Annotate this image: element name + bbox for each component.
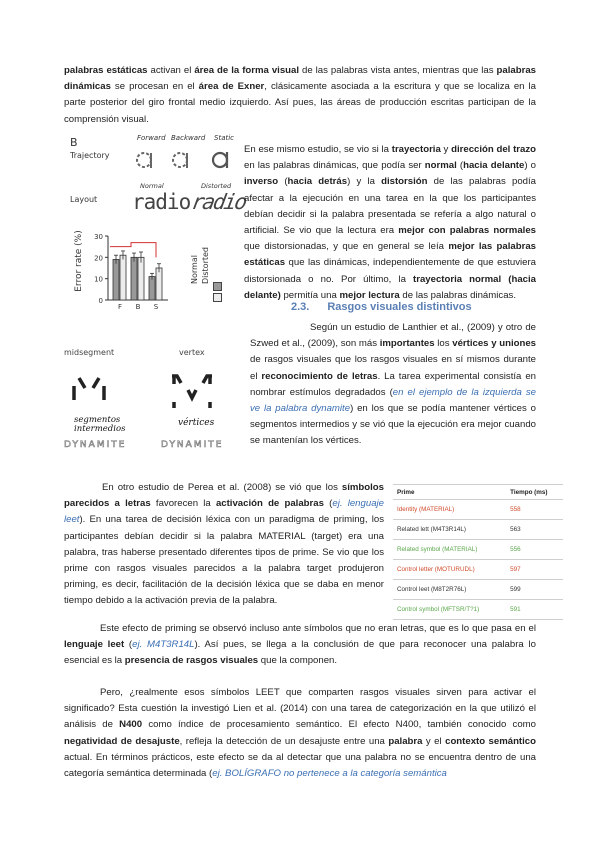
x-tick-label: S: [153, 303, 159, 311]
m-glyphs: [64, 368, 244, 414]
normal-label: Normal: [140, 182, 164, 190]
bar-normal-F: [113, 259, 119, 300]
trajectory-glyphs: [130, 144, 240, 172]
col-forward: Forward: [137, 134, 166, 142]
table-row: Related lett (M4T3R14L) 563: [393, 520, 563, 540]
col-backward: Backward: [171, 134, 206, 142]
table-header-row: [393, 485, 563, 500]
y-tick-label: 30: [94, 233, 103, 241]
priming-table: [393, 484, 563, 620]
paragraph-5: Este efecto de priming se observó incluso ante símbolos que no eran letras, que es lo que pasa en el lenguaje leet (ej. M4T3R14L). Así pues, se llega a la conclusión de que para reconocer una palabra lo esencial es la presencia de rasgos visuales que la componen.: [64, 623, 536, 667]
bar-distorted-B: [138, 257, 144, 300]
vertex-label: vertex: [179, 348, 205, 357]
degraded-word-left: DYNAMITE: [64, 440, 127, 450]
y-tick-label: 20: [94, 254, 103, 263]
legend-normal-label: Normal: [190, 255, 199, 284]
section-heading: [291, 301, 472, 313]
header-time: Tiempo (ms): [506, 485, 563, 500]
paragraph-4: En otro estudio de Perea et al. (2008) se vió que los símbolos parecidos a letras favorecen la activación de palabras (ej. lenguaje leet). En una tarea de decisión léxica con un paradigma de priming, los participantes debían decidir si la palabra MATERIAL (target) era una palabra, tras haberse presentado diferentes tipos de prime. Se vio que los prime con rasgos visuales parecidos a la palabra target produjeron priming, es decir, facilitación de la decisión léxica que se daba en menor tiempo debido a la activación previa de la palabra.: [64, 482, 384, 607]
handwritten-midsegment: segmentos intermedios: [74, 415, 126, 434]
paragraph-2: En ese mismo estudio, se vio si la trayectoria y dirección del trazo en las palabras dinámicas, que podía ser normal (hacia delante) o inverso (hacia detrás) y la distorsión de las palabras podía afectar a la ejecución en una tarea en la que los participantes debían decidir si la palabra presentada se refería a algo natural o artificial. Se vio que la lectura era mejor con palabras normales que distorsionadas, y que en general se leía mejor las palabras estáticas que las dinámicas, independientemente de que estuviera distorsionada o no. Por último, la trayectoria normal (hacia delante) permitía una mejor lectura de las palabras dinámicas.: [244, 144, 537, 301]
table-row: Identity (MATERIAL) 558: [393, 500, 563, 520]
figure-letter: B: [70, 136, 78, 149]
y-tick-label: 0: [98, 297, 103, 305]
layout-label: Layout: [70, 195, 98, 204]
word-distorted: radio: [189, 190, 248, 214]
degraded-word-right: DYNAMITE: [161, 440, 224, 450]
bar-normal-S: [149, 277, 155, 300]
table-row: Control symbol (MFTSR/T?1) 591: [393, 600, 563, 620]
x-tick-label: B: [135, 303, 141, 311]
section-title: Rasgos visuales distintivos: [327, 301, 472, 313]
glyph-backward: [173, 153, 187, 168]
bar-distorted-F: [120, 255, 126, 300]
bar-distorted-S: [156, 268, 162, 300]
legend-distorted-label: Distorted: [201, 246, 210, 284]
glyph-static: [213, 152, 227, 168]
table-row: Control leet (M8T2R76L) 599: [393, 580, 563, 600]
bar-normal-B: [131, 257, 137, 300]
chart-ylabel: Error rate (%): [74, 230, 84, 292]
table-row: Related symbol (MATERIAL) 556: [393, 540, 563, 560]
paragraph-6: Pero, ¿realmente esos símbolos LEET que comparten rasgos visuales sirven para activar el significado? Esta cuestión la investigó Lien et al. (2014) con una tarea de categorización en la que utilizó el análisis de N400 como índice de procesamiento semántico. El efecto N400, también conocido como negatividad de desajuste, refleja la detección de un desajuste entre una palabra y el contexto semántico actual. En términos prácticos, este efecto se da al detectar que una palabra no se encuentra dentro de una categoría semántica determinada (ej. BOLÍGRAFO no pertenece a la categoría semántica: [64, 687, 536, 780]
x-tick-label: F: [117, 303, 123, 311]
table-row: Control letter (MOTURUDL) 597: [393, 560, 563, 580]
legend-normal-swatch: [213, 282, 222, 291]
section-number: 2.3.: [291, 301, 310, 313]
m-vertex-glyph: [172, 376, 212, 408]
paragraph-1: palabras estáticas activan el área de la forma visual de las palabras vista antes, mientras que las palabras dinámicas se procesan en el área de Exner, clásicamente asociada a la escritura y que se localiza en la parte posterior del giro frontal medio izquierdo. Así pues, las áreas de producción escritas participan de la comprensión visual.: [64, 65, 536, 125]
trajectory-label: Trajectory: [70, 151, 110, 160]
figure-trajectory-layout: [64, 134, 248, 314]
legend-distorted-swatch: [213, 293, 222, 302]
word-normal: radio: [132, 190, 191, 214]
paragraph-3: Según un estudio de Lanthier et al., (2009) y otro de Szwed et al., (2009), son más importantes los vértices y uniones de rasgos visuales que los rasgos visuales en sí mismos durante el reconocimiento de letras. La tarea experimental consistía en nombrar estímulos degradados (en el ejemplo de la izquierda se ve la palabra dynamite) en los que se podía mantener vértices o segmentos intermedios y se vió que la ejecución era mejor cuando se mantenían los vértices.: [250, 322, 537, 447]
distorted-label: Distorted: [201, 182, 232, 190]
m-midsegment-glyph: [74, 378, 104, 400]
figure-midsegment-vertex: [64, 348, 244, 448]
handwritten-vertex: vértices: [178, 418, 215, 428]
col-static: Static: [214, 134, 235, 142]
header-prime: Prime: [393, 485, 506, 500]
y-tick-label: 10: [94, 275, 103, 284]
glyph-forward: [137, 153, 151, 168]
midsegment-label: midsegment: [64, 348, 115, 357]
